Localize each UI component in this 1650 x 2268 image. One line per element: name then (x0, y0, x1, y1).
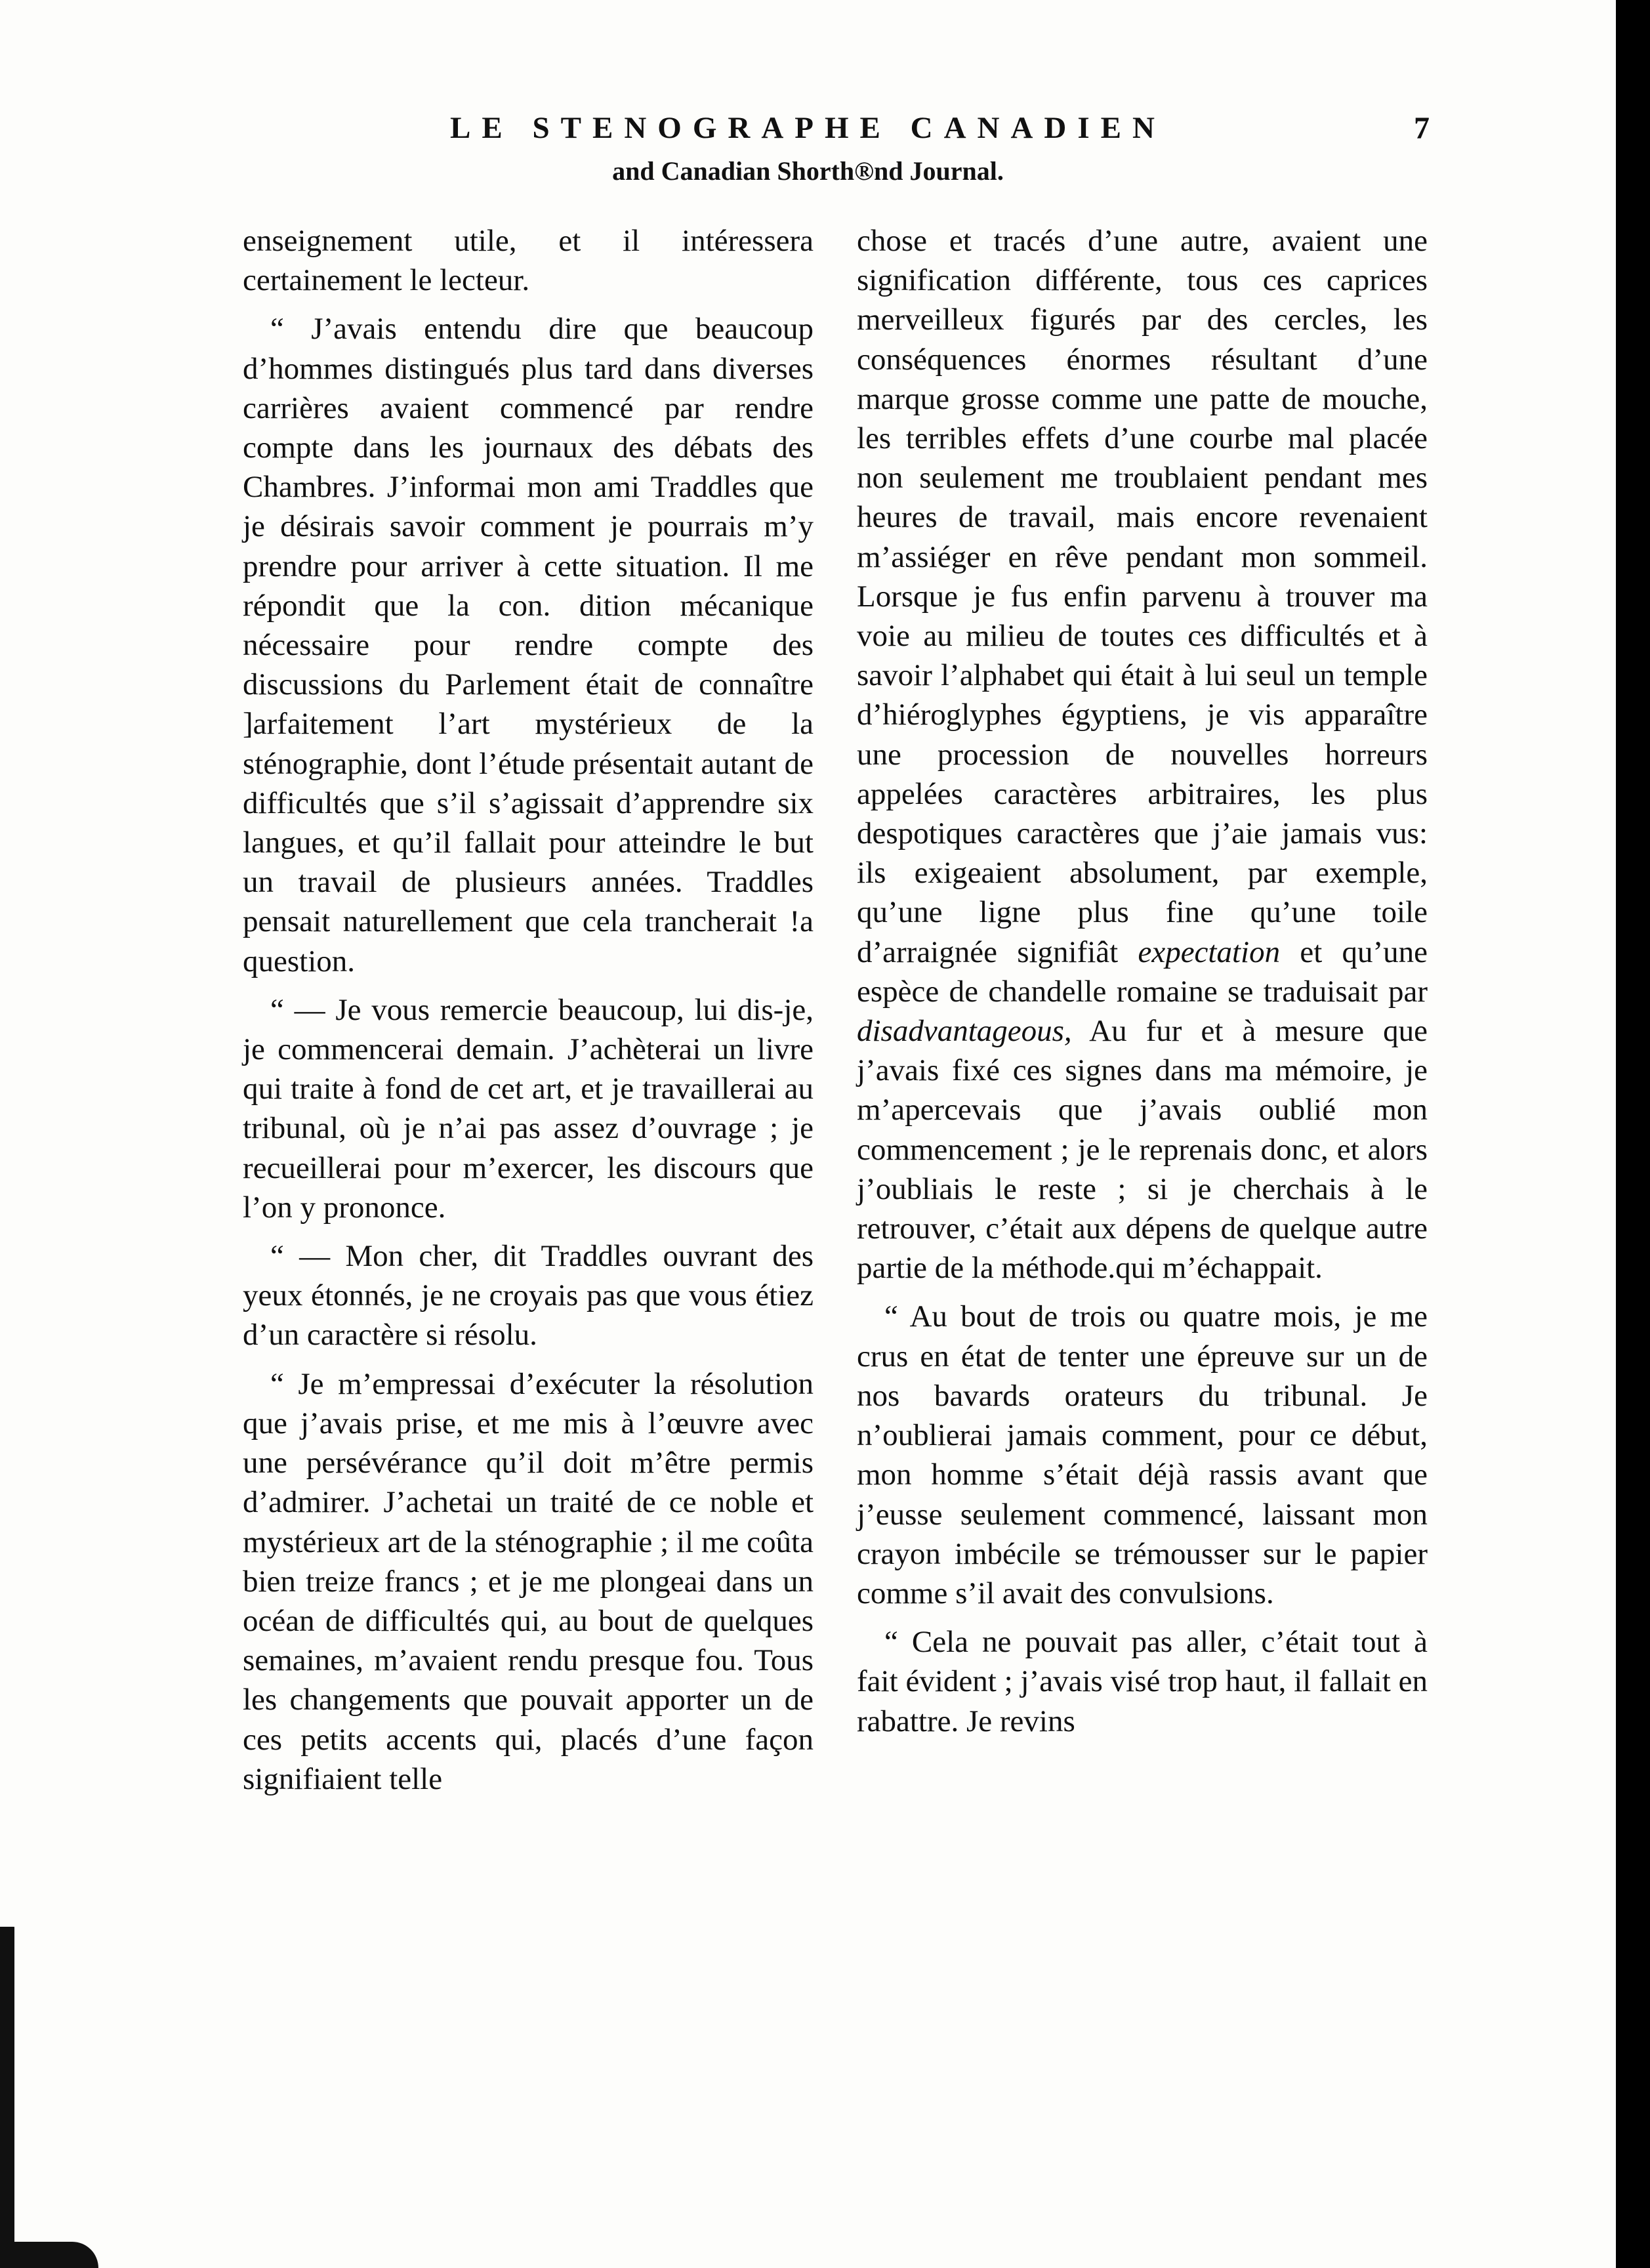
paragraph: “ J’avais entendu dire que beaucoup d’hommes distingués plus tard dans diverses carrières avaient commencé par rendre compte dans les journaux des débats des Chambres. J’informai mon ami Traddles que je désirais savoir comment je pourrais m’y prendre pour arriver à cette situation. Il me répondit que la con. dition mécanique nécessaire pour rendre compte des discussions du Parlement était de connaître ]arfaitement l’art mystérieux de la sténographie, dont l’étude présentait autant de difficultés que s’il s’agissait d’apprendre six langues, et qu’il fallait pour atteindre le but un travail de plusieurs années. Traddles pensait naturellement que cela trancherait !a question. (243, 312, 814, 978)
scan-edge-left-mark (0, 1927, 26, 2268)
text-run: chose et tracés d’une autre, avaient une signification différente, tous ces caprices merveilleux figurés par des cercles, les conséquences énormes résultant d’une marque grosse comme une patte de mouche, les terribles effets d’une courbe mal placée non seulement me troublaient pendant mes heures de travail, mais encore revenaient m’assiéger en rêve pendant mon sommeil. Lorsque je fus enfin parvenu à trouver ma voie au milieu de toutes ces difficultés et à savoir l’alphabet qui était à lui seul un temple d’hiéroglyphes égyptiens, je vis apparaître une procession de nouvelles horreurs appelées caractères arbitraires, les plus despotiques caractères que j’aie jamais vus: ils exigeaient absolument, par exemple, qu’une ligne plus fine qu’une toile d’arraignée signifiât (857, 224, 1428, 969)
right-column (857, 221, 1428, 1750)
italic-term: disadvantageous, (857, 1014, 1072, 1049)
scan-edge-right (1616, 0, 1650, 2268)
paragraph: “ Cela ne pouvait pas aller, c’était tout à fait évident ; j’avais visé trop haut, il fallait en rabattre. Je revins (857, 1625, 1428, 1738)
paragraph: “ — Je vous remercie beaucoup, lui dis-je, je commencerai demain. J’achèterai un livre qui traite à fond de cet art, et je travaillerai au tribunal, où je n’ai pas assez d’ouvrage ; je recueillerai pour m’exercer, les discours que l’on y prononce. (243, 992, 814, 1225)
journal-title: LE STENOGRAPHE CANADIEN (450, 111, 1166, 145)
text-run: Au fur et à mesure que j’avais fixé ces signes dans ma mémoire, je m’apercevais que j’avais oublié mon commencement ; je le reprenais donc, et alors j’oubliais le reste ; si je cherchais à le retrouver, c’était aux dépens de quelque autre partie de la méthode.qui m’échappait. (857, 1014, 1428, 1286)
scan-edge-left-base (0, 2242, 98, 2268)
page-number: 7 (1414, 111, 1430, 146)
paragraph: “ Je m’empressai d’exécuter la résolution que j’avais prise, et me mis à l’œuvre avec une persévérance qu’il doit m’être permis d’admirer. J’achetai un traité de ce noble et mystérieux art de la sténographie ; il me coûta bien treize francs ; et je me plongeai dans un océan de difficultés qui, au bout de quelques semaines, m’avaient rendu presque fou. Tous les changements que pouvait apporter un de ces petits accents qui, placés d’une façon signifiaient telle (243, 1366, 814, 1796)
paragraph: “ Au bout de trois ou quatre mois, je me crus en état de tenter une épreuve sur un de nos bavards orateurs du tribunal. Je n’oublierai jamais comment, pour ce début, mon homme s’était déjà rassis avant que j’eusse seulement commencé, laissant mon crayon imbécile se trémousser sur le papier comme s’il avait des convulsions. (857, 1299, 1428, 1610)
page-header (0, 108, 1616, 190)
paragraph: enseignement utile, et il intéressera certainement le lecteur. (243, 224, 814, 298)
text-run: et qu’une espèce de chandelle romaine se traduisait par (857, 934, 1428, 1009)
italic-term: expectation (1138, 934, 1281, 969)
paragraph (857, 221, 1428, 1288)
journal-subtitle: and Canadian Shorth®nd Journal. (612, 156, 1004, 186)
paragraph: “ — Mon cher, dit Traddles ouvrant des yeux étonnés, je ne croyais pas que vous étiez d’un caractère si résolu. (243, 1239, 814, 1353)
left-column (243, 221, 814, 1808)
